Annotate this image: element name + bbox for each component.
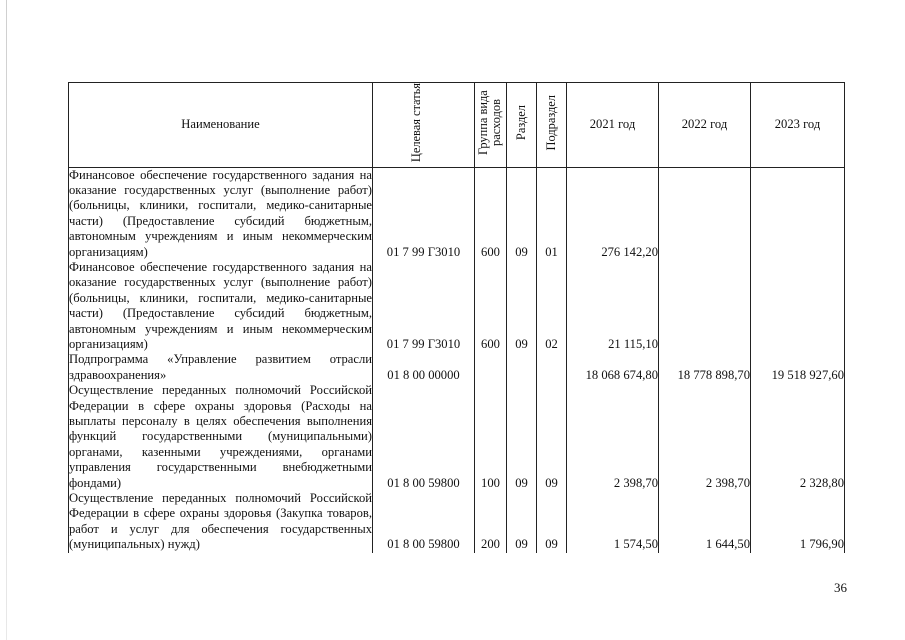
row-2023 — [751, 167, 845, 260]
row-subsection — [537, 352, 567, 383]
row-2022: 18 778 898,70 — [659, 352, 751, 383]
row-2023: 2 328,80 — [751, 383, 845, 491]
header-section: Раздел — [507, 83, 537, 168]
row-group: 200 — [475, 491, 507, 553]
table-row — [69, 383, 845, 491]
row-2022: 2 398,70 — [659, 383, 751, 491]
row-code: 01 7 99 Г3010 — [373, 167, 475, 260]
row-group: 600 — [475, 167, 507, 260]
row-2022 — [659, 260, 751, 352]
row-group — [475, 352, 507, 383]
row-section: 09 — [507, 167, 537, 260]
row-2021: 276 142,20 — [567, 167, 659, 260]
row-2021: 21 115,10 — [567, 260, 659, 352]
table-row — [69, 260, 845, 352]
row-name: Подпрограмма «Управление развитием отрасли здравоохранения» — [69, 352, 372, 382]
table-header-row — [69, 83, 845, 168]
row-section: 09 — [507, 491, 537, 553]
budget-table — [68, 82, 845, 553]
table-row — [69, 167, 845, 260]
header-2021: 2021 год — [567, 83, 659, 168]
row-2021: 1 574,50 — [567, 491, 659, 553]
header-2022: 2022 год — [659, 83, 751, 168]
row-subsection: 01 — [537, 167, 567, 260]
row-subsection: 02 — [537, 260, 567, 352]
row-section: 09 — [507, 383, 537, 491]
header-subsection: Подраздел — [537, 83, 567, 168]
table-row — [69, 352, 845, 383]
row-code: 01 8 00 59800 — [373, 383, 475, 491]
row-2022: 1 644,50 — [659, 491, 751, 553]
scan-edge — [6, 0, 7, 640]
row-name: Финансовое обеспечение государственного задания на оказание государственных услуг (выполнение работ) (больницы, клиники, госпитали, медико-санитарные части) (Предоставление субсидий бюджетным, автономным учреждениям и иным некоммерческим организациям) — [69, 167, 372, 259]
header-2023: 2023 год — [751, 83, 845, 168]
header-expense-group: Группа вида расходов — [475, 83, 507, 168]
row-group: 100 — [475, 383, 507, 491]
row-code: 01 8 00 00000 — [373, 352, 475, 383]
row-section — [507, 352, 537, 383]
header-target-article: Целевая статья — [373, 83, 475, 168]
row-subsection: 09 — [537, 491, 567, 553]
row-group: 600 — [475, 260, 507, 352]
table-row — [69, 491, 845, 553]
row-name: Осуществление переданных полномочий Российской Федерации в сфере охраны здоровья (Расходы на выплаты персоналу в целях обеспечения выполнения функций государственными (муниципальными) органами, казенными учреждениями, органами управления государственными внебюджетными фондами) — [69, 383, 372, 490]
row-section: 09 — [507, 260, 537, 352]
row-2023: 19 518 927,60 — [751, 352, 845, 383]
header-name: Наименование — [69, 83, 373, 168]
page-number: 36 — [834, 580, 847, 595]
row-subsection: 09 — [537, 383, 567, 491]
row-name: Финансовое обеспечение государственного задания на оказание государственных услуг (выполнение работ) (больницы, клиники, госпитали, медико-санитарные части) (Предоставление субсидий бюджетным, автономным учреждениям и иным некоммерческим организациям) — [69, 259, 372, 351]
row-2021: 18 068 674,80 — [567, 352, 659, 383]
row-name: Осуществление переданных полномочий Российской Федерации в сфере охраны здоровья (Закупка товаров, работ и услуг для обеспечения государственных (муниципальных) нужд) — [69, 491, 372, 552]
row-2022 — [659, 167, 751, 260]
row-2023: 1 796,90 — [751, 491, 845, 553]
row-2021: 2 398,70 — [567, 383, 659, 491]
row-2023 — [751, 260, 845, 352]
row-code: 01 8 00 59800 — [373, 491, 475, 553]
row-code: 01 7 99 Г3010 — [373, 260, 475, 352]
